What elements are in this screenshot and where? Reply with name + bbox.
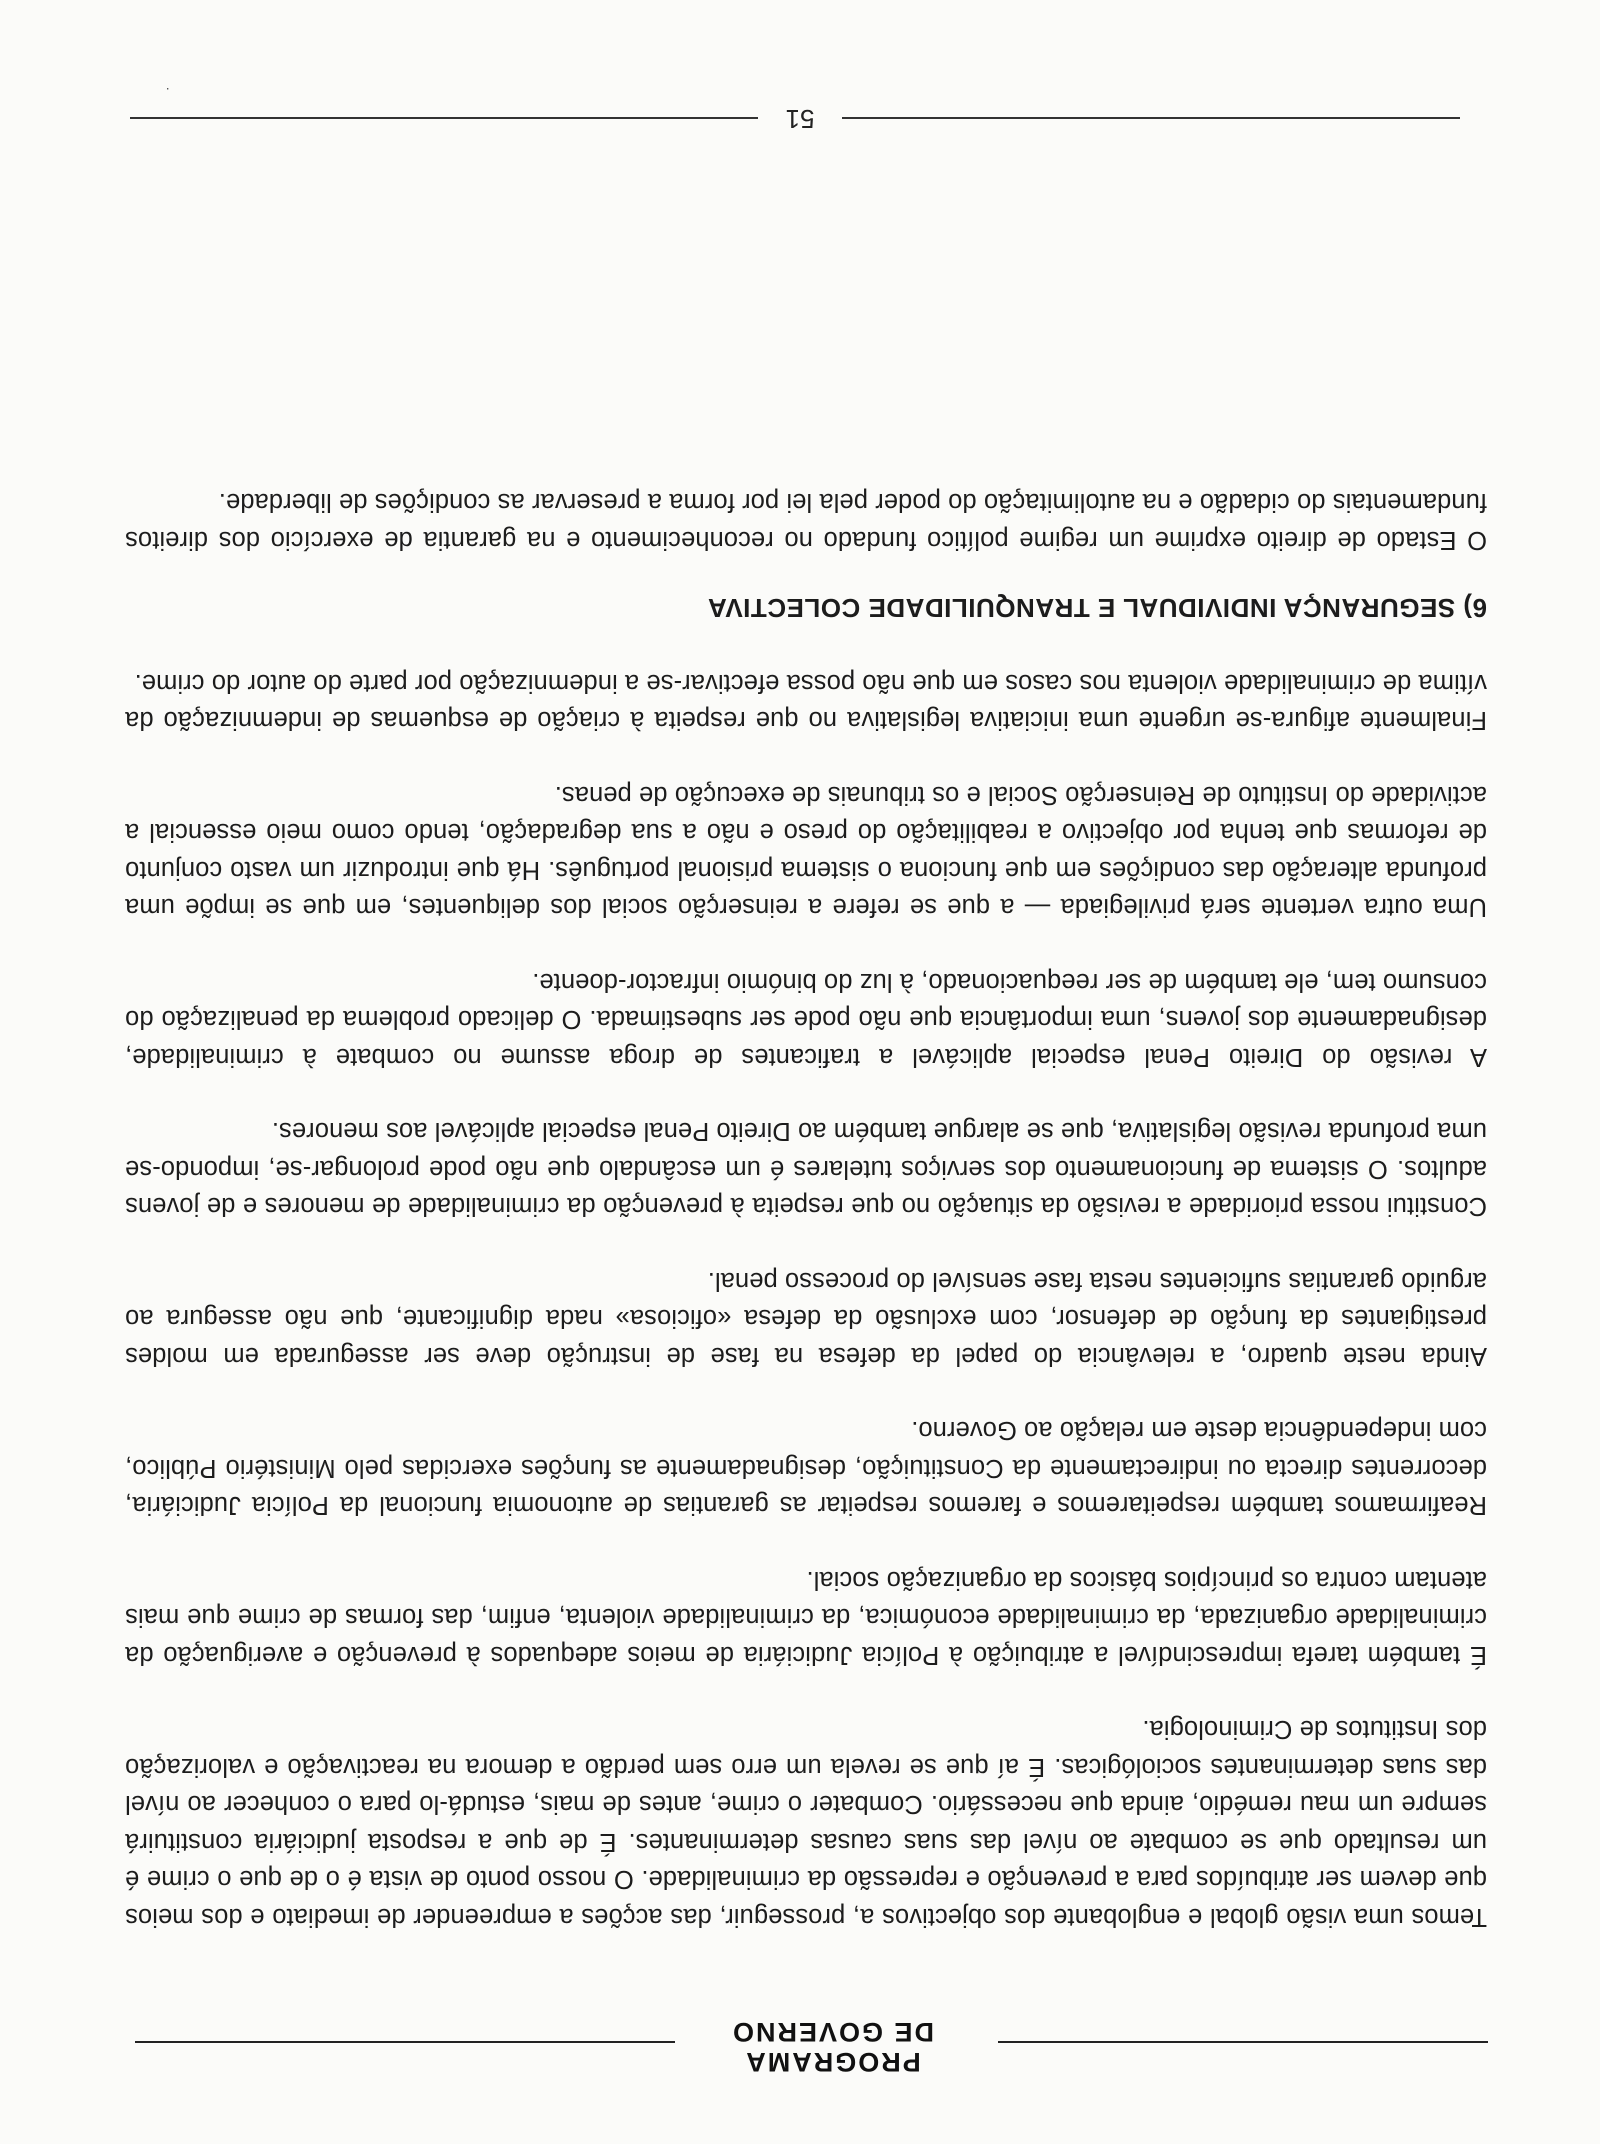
closing-paragraph: O Estado de direito exprime um regime político fundado no reconhecimento e na garantia de exercício dos direitos fundamentais do cidadão e na autolimitação do poder pela lei por forma a preservar as condições de liberdade. xyxy=(125,488,1487,554)
paragraph-3: Reafirmamos também respeitaremos e faremos respeitar as garantias de autonomia funcional da Polícia Judiciária, decorrentes directa ou indirectamente da Constituição, designadamente as funções exercidas pelo Ministério Público, com independência deste em relação ao Governo. xyxy=(125,1416,1487,1520)
footer-rule-left xyxy=(842,117,1460,119)
paragraph-7: Uma outra vertente será privilegiada — a que se refere a reinserção social dos deliquentes, em que se impõe uma profunda alteração das condições em que funciona o sistema prisional português. Há que introduzir um vasto conjunto de reformas que tenha por objectivo a reabilitação do preso e não a sua degradação, tendo como meio essencial a actividade do Instituto de Reinserção Social e os tribunais de execução de penas. xyxy=(125,781,1487,922)
page-number: 51 xyxy=(785,104,815,134)
logo-line-2: DE GOVERNO xyxy=(730,2017,935,2047)
body-text xyxy=(125,446,1487,1935)
section-heading: 6) SEGURANÇA INDIVIDUAL E TRANQUILIDADE COLECTIVA xyxy=(707,593,1487,624)
paragraph-1: Temos uma visão global e englobante dos objectivos a, prosseguir, das acções a empreender de imediato e dos meios que devem ser atribuídos para a prevenção e repressão da criminalidade. O nosso ponto de vista é o de que o crime é um resultado que se combate ao nível das suas causas determinantes. É de que a resposta judiciária constituirá sempre um mau remédio, ainda que necessário. Combater o crime, antes de mais, estudá-lo para o conhecer ao nível das suas determinantes sociológicas. É aí que se revela um erro sem perdão a demora na reactivação e valorização dos Institutos de Criminologia. xyxy=(125,1715,1487,1931)
scan-speck: · xyxy=(165,82,170,98)
paragraph-6: A revisão do Direito Penal especial aplicável a traficantes de droga assume no combate à criminalidade, designadamente dos jovens, uma importância que não pode ser subestimada. O delicado problema da penalização do consumo tem, ele também de ser reequacionado, à luz do binómio infractor-doente. xyxy=(125,968,1487,1071)
paragraph-8: Finalmente afigura-se urgente uma iniciativa legislativa no que respeita à criação de esquemas de indemnização da vítima de criminalidade violenta nos casos em que não possa efectivar-se a indemnização por parte do autor do crime. xyxy=(125,669,1487,735)
page-footer xyxy=(0,94,1600,144)
masthead-rule-left xyxy=(998,2041,1488,2043)
footer-rule-right xyxy=(130,117,758,119)
masthead xyxy=(0,2013,1600,2083)
paragraph-4: Ainda neste quadro, a relevância do papel da defesa na fase de instrução deve ser assegurada em moldes prestigiantes da função de defensor, com exclusão da defesa «oficiosa» nada dignificante, que não assegura ao arguido garantias suficientes nesta fase sensível do processo penal. xyxy=(125,1267,1487,1370)
paragraph-5: Constitui nossa prioridade a revisão da situação no que respeita à prevenção da criminalidade de menores e de jovens adultos. O sistema de funcionamento dos serviços tutelares é um escândalo que não pode prolongar-se, impondo-se uma profunda revisão legislativa, que se alargue também ao Direito Penal especial aplicável aos menores. xyxy=(125,1117,1487,1221)
masthead-rule-right xyxy=(135,2041,675,2043)
logo-line-1: PROGRAMA xyxy=(744,2047,921,2077)
paragraph-2: É também tarefa imprescindível a atribuição à Polícia Judiciária de meios adequados à prevenção e averiguação da criminalidade organizada, da criminalidade económica, da criminalidade violenta, enfim, das formas de crime que mais atentam contra os princípios básicos da organização social. xyxy=(125,1566,1487,1669)
programa-de-governo-logo xyxy=(700,2017,965,2077)
